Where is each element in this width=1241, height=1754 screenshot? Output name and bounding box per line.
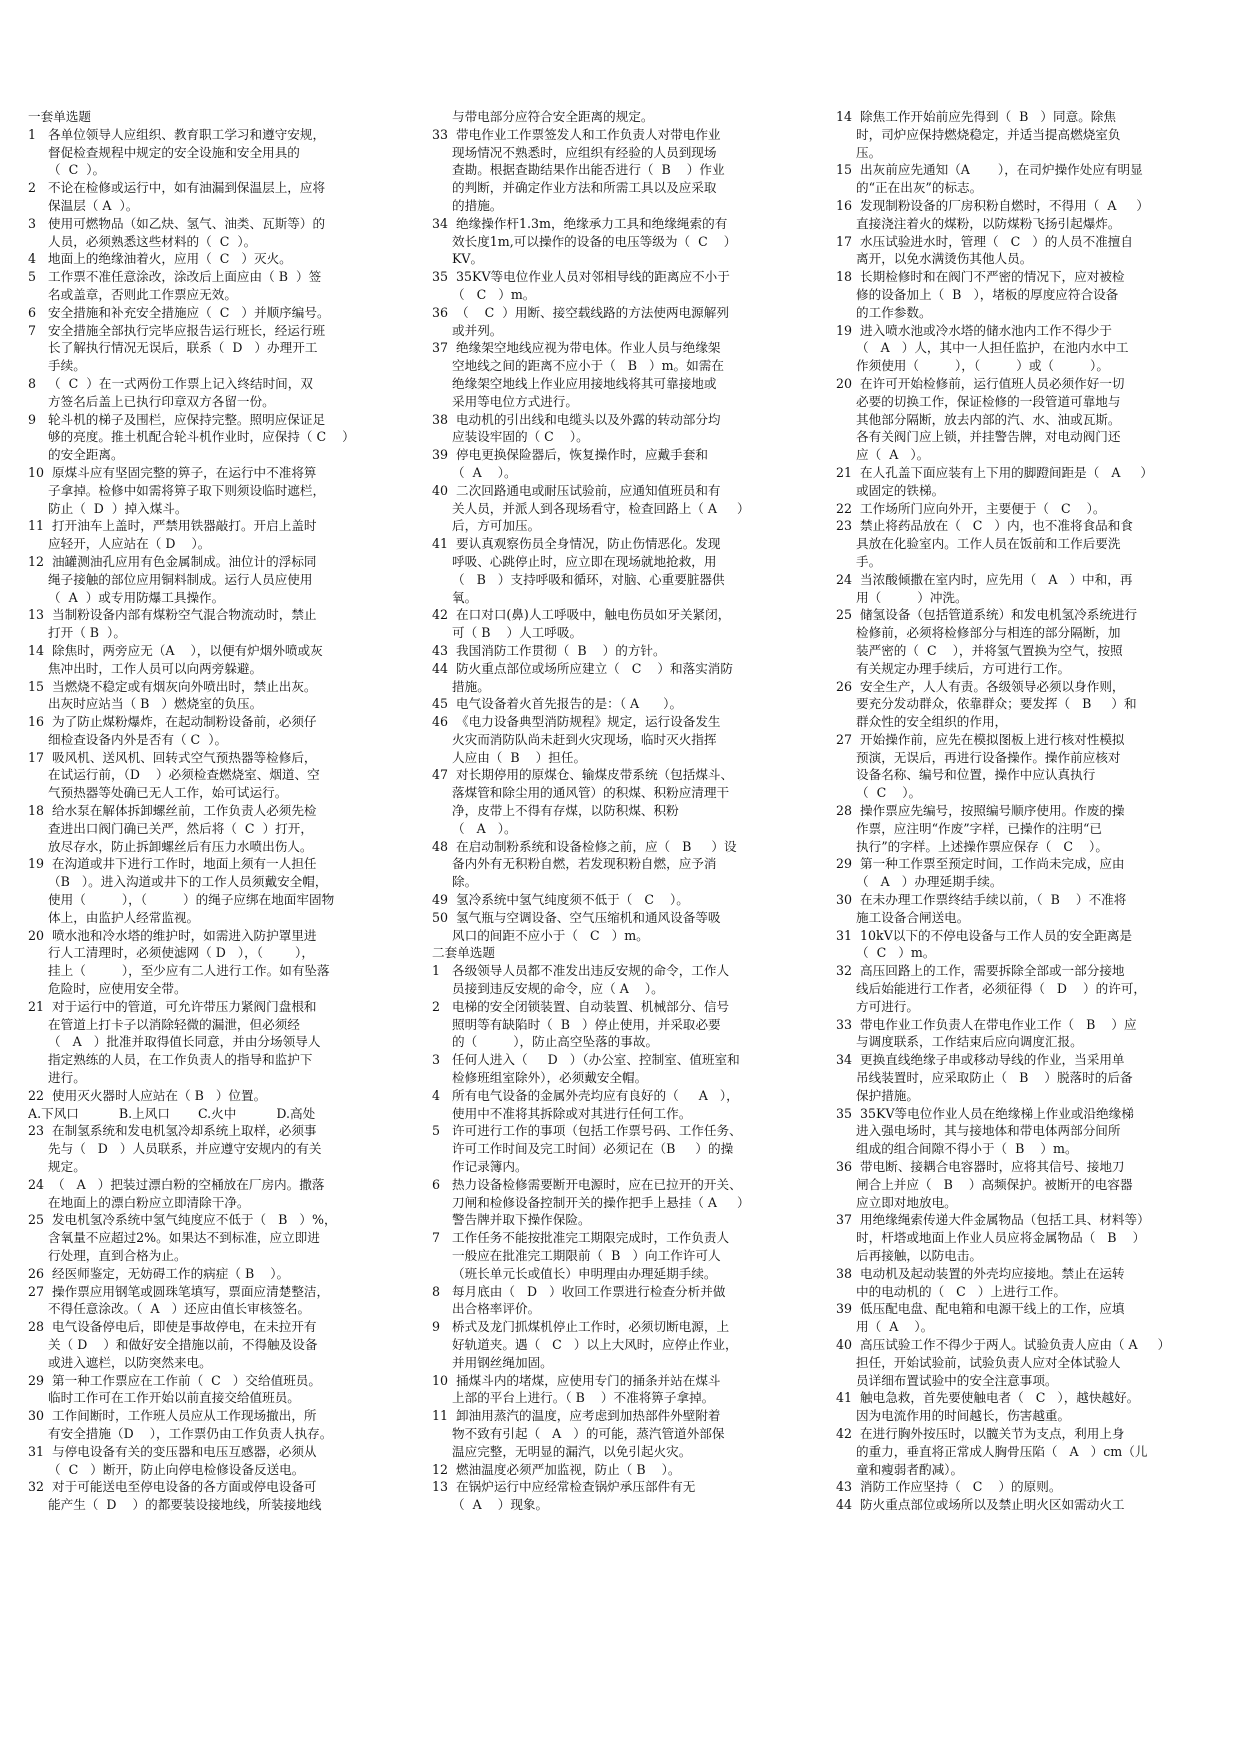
question-line: A.下风口 B.上风口 C.火中 D.高处 (28, 1105, 316, 1121)
question-line: 33 带电作业工作票签发人和工作负责人对带电作业 (432, 126, 721, 142)
question-line: 15 出灰前应先通知（A ），在司炉操作处应有明显 (836, 162, 1143, 178)
question-line: 危险时，应使用安全带。 (28, 981, 187, 997)
question-line: 时，杆塔或地面上作业人员应将金属物品（ B ） (836, 1230, 1146, 1246)
question-line: 因为电流作用的时间越长，伤害越重。 (836, 1408, 1071, 1424)
question-line: 在管道上打卡子以消除轻微的漏泄，但必须经 (28, 1016, 300, 1032)
question-line: 关人员，并派人到各现场看守，检查回路上（ A ） (432, 500, 750, 516)
question-line: 29 第一种工作票应在工作前（ C ）交给值班员。 (28, 1372, 321, 1388)
question-line: 童和瘦弱者酌减）。 (836, 1461, 964, 1477)
question-line: 担任，开始试验前，试验负责人应对全体试验人 (836, 1354, 1121, 1370)
question-line: 现场情况不熟悉时，应组织有经验的人员到现场 (432, 144, 717, 160)
question-line: 49 氢冷系统中氢气纯度须不低于（ C ）。 (432, 892, 689, 908)
question-line: 后，方可加压。 (432, 518, 541, 534)
question-line: 闸合上并应（ B ）高频保护。被断开的电容器 (836, 1176, 1133, 1192)
question-line: 临时工作可在工作开始以前直接交给值班员。 (28, 1390, 300, 1406)
question-line: 作票，应注明“作废”字样，已操作的注明“已 (836, 820, 1103, 836)
column-middle (432, 108, 824, 1514)
question-line: 离开，以免水满烫伤其他人员。 (836, 251, 1033, 267)
question-line: 17 水压试验进水时，管理（ C ）的人员不准擅自 (836, 233, 1133, 249)
question-line: 32 高压回路上的工作，需要拆除全部或一部分接地 (836, 963, 1125, 979)
question-line: 21 在人孔盖下面应装有上下用的脚蹬间距是（ A ） (836, 464, 1154, 480)
question-line: 11 打开油车上盖时，严禁用铁器敲打。开启上盖时 (28, 518, 317, 534)
question-line: 4 所有电气设备的金属外壳均应有良好的（ A ）， (432, 1087, 739, 1103)
section-heading: 一套单选题 (28, 109, 91, 124)
question-line: 使用（ ），（ ）的绳子应绑在地面牢固物 (28, 892, 335, 908)
question-line: 48 在启动制粉系统和设备检修之前，应（ B ）设 (432, 838, 737, 854)
question-line: 18 长期检修时和在阀门不严密的情况下，应对被检 (836, 269, 1125, 285)
question-line: 42 在口对口(鼻)人工呼吸中，触电伤员如牙关紧闭， (432, 607, 731, 623)
question-line: 21 对于运行中的管道，可允许带压力紧阀门盘根和 (28, 998, 317, 1014)
question-line: 要充分发动群众，依靠群众；要发挥（ B ）和 (836, 696, 1137, 712)
question-line: 净，皮带上不得有存煤，以防积煤、积粉 (432, 803, 679, 819)
question-line: 中的电动机的（ C ）上进行工作。 (836, 1283, 1066, 1299)
question-line: 28 操作票应先编号，按照编号顺序使用。作废的操 (836, 803, 1125, 819)
question-line: 压。 (836, 144, 882, 160)
question-line: 执行”的字样。上述操作票应保存（ C ）。 (836, 838, 1108, 854)
question-line: 33 带电作业工作负责人在带电作业工作（ B ）应 (836, 1016, 1137, 1032)
question-line: 34 绝缘操作杆1.3m，绝缘承力工具和绝缘绳索的有 (432, 215, 728, 231)
question-line: 9 轮斗机的梯子及围栏，应保持完整。照明应保证足 (28, 411, 326, 427)
question-line: 15 当燃烧不稳定或有烟灰向外喷出时，禁止出灰。 (28, 678, 317, 694)
question-line: 40 高压试验工作不得少于两人。试验负责人应由（ A ） (836, 1336, 1171, 1352)
question-line: 44 防火重点部位或场所以及禁止明火区如需动火工 (836, 1497, 1125, 1513)
question-line: （ A ）现象。 (432, 1497, 549, 1513)
question-line: 绝缘架空地线上作业应用接地线将其可靠接地或 (432, 375, 717, 391)
question-line: 备内外有无积粉自燃，若发现积粉自燃，应予消 (432, 856, 717, 872)
question-line: 员接到违反安规的命令，应（ A ）。 (432, 981, 664, 997)
question-line: 或固定的铁梯。 (836, 482, 945, 498)
question-line: 的（ ），防止高空坠落的事故。 (432, 1034, 659, 1050)
question-line: 指定熟练的人员，在工作负责人的指导和监护下 (28, 1052, 313, 1068)
question-line: 能产生（ D ）的都要装设接地线，所装接地线 (28, 1497, 322, 1513)
question-line: 14 除焦时，两旁应无（A ），以便有炉烟外喷或灰 (28, 642, 323, 658)
question-line: 24 当浓酸倾撒在室内时，应先用（ A ）中和，再 (836, 571, 1133, 587)
question-line: 进行。 (28, 1070, 86, 1086)
question-line: 出灰时应站当（ B ）燃烧室的负压。 (28, 696, 263, 712)
question-line: 预演，无误后，再进行设备操作。操作前应核对 (836, 749, 1121, 765)
question-line: 9 桥式及龙门抓煤机停止工作时，必须切断电源，上 (432, 1319, 730, 1335)
question-line: 施工设备合闸送电。 (836, 909, 970, 925)
question-line: 可（ B ）人工呼吸。 (432, 625, 583, 641)
question-line: 12 油罐测油孔应用有色金属制成。油位计的浮标同 (28, 553, 317, 569)
question-line: 13 当制粉设备内部有煤粉空气混合物流动时，禁止 (28, 607, 317, 623)
question-line: 23 禁止将药品放在（ C ）内，也不准将食品和食 (836, 518, 1133, 534)
question-line: 25 发电机氢冷系统中氢气纯度应不低于（ B ）%， (28, 1212, 337, 1228)
question-line: 效长度1m,可以操作的设备的电压等级为（ C ） (432, 233, 737, 249)
question-line: 保温层（ A ）。 (28, 197, 139, 213)
question-line: 查进出口阀门确已关严，然后将（ C ）打开， (28, 820, 313, 836)
section-heading: 二套单选题 (432, 945, 495, 961)
question-line: 29 第一种工作票至预定时间，工作尚未完成，应由 (836, 856, 1125, 872)
question-line: 温应完整，无明显的漏汽，以免引起火灾。 (432, 1443, 692, 1459)
question-line: 督促检查规程中规定的安全设施和安全用具的 (28, 144, 300, 160)
question-line: 有关规定办理手续后，方可进行工作。 (836, 660, 1071, 676)
question-line: 11 卸油用蒸汽的温度，应考虑到加热部件外壁附着 (432, 1408, 721, 1424)
question-line: 子拿掉。检修中如需将箅子取下则须设临时遮栏， (28, 482, 326, 498)
question-line: 17 吸风机、送风机、回转式空气预热器等检修后， (28, 749, 317, 765)
question-line: 时，司炉应保持燃烧稳定，并适当提高燃烧室负 (836, 126, 1121, 142)
question-line: 27 开始操作前，应先在模拟图板上进行核对性模拟 (836, 731, 1125, 747)
question-line: 挂上（ ），至少应有二人进行工作。如有坠落 (28, 963, 330, 979)
question-line: （班长单元长或值长）申明理由办理延期手续。 (432, 1265, 717, 1281)
question-line: 体上，由监护人经常监视。 (28, 909, 200, 925)
question-line: 方可进行。 (836, 998, 919, 1014)
question-line: 47 对长期停用的原煤仓、输煤皮带系统（包括煤斗、 (432, 767, 734, 783)
question-line: 装严密的（ C ），并将氢气置换为空气，按照 (836, 642, 1123, 658)
question-line: 线后始能进行工作者，必须征得（ D ）的许可， (836, 981, 1147, 997)
question-line: 34 更换直线绝缘子串或移动导线的作业，当采用单 (836, 1052, 1125, 1068)
question-line: 1 各级领导人员都不准发出违反安规的命令，工作人 (432, 963, 730, 979)
question-line: 40 二次回路通电或耐压试验前，应通知值班员和有 (432, 482, 721, 498)
question-line: 14 除焦工作开始前应先得到（ B ）同意。除焦 (836, 109, 1116, 124)
question-line: 检修前，必须将检修部分与相连的部分隔断，加 (836, 625, 1121, 641)
question-line: 31 与停电设备有关的变压器和电压互感器，必须从 (28, 1443, 317, 1459)
question-line: 各有关阀门应上锁，并挂警告牌，对电动阀门还 (836, 429, 1121, 445)
question-line: 与调度联系，工作结束后应向调度汇报。 (836, 1034, 1083, 1050)
question-line: 44 防火重点部位或场所应建立（ C ）和落实消防 (432, 660, 733, 676)
question-line: 细检查设备内外是否有（ C ）。 (28, 731, 228, 747)
question-line: 46 《电力设备典型消防规程》规定，运行设备发生 (432, 714, 721, 730)
question-line: 出合格率评价。 (432, 1301, 541, 1317)
question-line: （ A ）。 (432, 820, 517, 836)
question-line: （ A ）办理延期手续。 (836, 874, 1003, 890)
question-line: 的重力，垂直将正常成人胸骨压陷（ A ）cm（儿 (836, 1443, 1148, 1459)
question-line: 43 我国消防工作贯彻（ B ）的方针。 (432, 642, 666, 658)
question-line: 4 地面上的绝缘油着火，应用（ C ）灭火。 (28, 251, 292, 267)
question-line: 6 安全措施和补充安全措施应（ C ）并顺序编号。 (28, 304, 330, 320)
question-line: 38 电动机及起动装置的外壳均应接地。禁止在运转 (836, 1265, 1125, 1281)
question-line: 其他部分隔断，放去内部的汽、水、油或瓦斯。 (836, 411, 1121, 427)
question-line: 气预热器等处确已无人工作，始可试运行。 (28, 785, 288, 801)
question-line: 与带电部分应符合安全距离的规定。 (432, 109, 654, 124)
question-line: 在地面上的漂白粉应立即清除干净。 (28, 1194, 250, 1210)
question-line: 的“正在出灰”的标志。 (836, 180, 983, 196)
question-line: 除。 (432, 874, 478, 890)
question-line: 用（ A ）。 (836, 1319, 934, 1335)
question-line: 规定。 (28, 1159, 86, 1175)
question-line: 37 绝缘架空地线应视为带电体。作业人员与绝缘架 (432, 340, 721, 356)
question-line: 39 低压配电盘、配电箱和电源干线上的工作，应填 (836, 1301, 1125, 1317)
column-left (28, 108, 420, 1514)
question-line: 一般应在批准完工期限前（ B ）向工作许可人 (432, 1248, 721, 1263)
question-line: （ C ）。 (836, 785, 922, 801)
question-line: （B ）。进入沟道或井下的工作人员须戴安全帽， (28, 874, 328, 890)
question-line: 好轨道夹。遇（ C ）以上大风时，应停止作业， (432, 1336, 738, 1352)
question-line: 含氧量不应超过2%。如果达不到标准，应立即进 (28, 1230, 320, 1246)
question-line: 6 热力设备检修需要断开电源时，应在已拉开的开关、 (432, 1176, 742, 1192)
question-line: 38 电动机的引出线和电缆头以及外露的转动部分均 (432, 411, 721, 427)
question-line: 28 电气设备停电后，即使是事故停电，在未拉开有 (28, 1319, 317, 1335)
question-line: 行处理，直到合格为止。 (28, 1248, 187, 1263)
question-line: 方签名后盖上已执行印章双方各留一份。 (28, 393, 275, 409)
question-line: 用（ ）冲洗。 (836, 589, 968, 605)
question-line: 并用钢丝绳加固。 (432, 1354, 553, 1370)
question-line: 呼吸、心跳停止时，应立即在现场就地抢救，用 (432, 553, 717, 569)
question-line: 修的设备加上（ B ），堵板的厚度应符合设备 (836, 286, 1119, 302)
question-line: 35 35KV等电位作业人员在绝缘梯上作业或沿绝缘梯 (836, 1105, 1134, 1121)
question-line: 的措施。 (432, 197, 503, 213)
question-line: 的判断，并确定作业方法和所需工具以及应采取 (432, 180, 717, 196)
question-line: 8 每月底由（ D ）收回工作票进行检查分析并做 (432, 1283, 726, 1299)
question-line: 36 带电断、接耦合电容器时，应将其信号、接地刀 (836, 1159, 1125, 1175)
question-line: 刀闸和检修设备控制开关的操作把手上悬挂（ A ） (432, 1194, 750, 1210)
question-line: 绳子接触的部位应用铜料制成。运行人员应使用 (28, 571, 313, 587)
question-line: 或进入遮栏，以防突然来电。 (28, 1354, 212, 1370)
question-line: 41 触电急救，首先要使触电者（ C ），越快越好。 (836, 1390, 1140, 1406)
question-line: 够的亮度。推土机配合轮斗机作业时，应保持（ C ） (28, 429, 355, 445)
question-line: 具放在化验室内。工作人员在饭前和工作后要洗 (836, 536, 1121, 552)
question-line: 16 发现制粉设备的厂房积粉自燃时，不得用（ A ） (836, 197, 1150, 213)
question-line: （ A ）或专用防爆工具操作。 (28, 589, 225, 605)
question-line: 26 经医师鉴定，无妨碍工作的病症（ B ）。 (28, 1265, 290, 1281)
question-line: 应轻开，人应站在（ D ）。 (28, 536, 211, 552)
question-line: 18 给水泵在解体拆卸螺丝前，工作负责人必须先检 (28, 803, 317, 819)
question-line: KV。 (432, 251, 484, 267)
question-line: 22 工作场所门应向外开，主要便于（ C ）。 (836, 500, 1106, 516)
question-line: 23 在制氢系统和发电机氢冷却系统上取样，必须事 (28, 1123, 317, 1139)
question-line: 采用等电位方式进行。 (432, 393, 578, 409)
question-line: 先与（ D ）人员联系，并应遵守安规内的有关 (28, 1141, 322, 1157)
question-line: 放尽存水，防止拆卸螺丝后有压力水喷出伤人。 (28, 838, 313, 854)
question-line: 37 用绝缘绳索传递大件金属物品（包括工具、材料等） (836, 1212, 1150, 1228)
question-line: 或并列。 (432, 322, 503, 338)
question-line: 组成的组合间隙不得小于（ B ）m。 (836, 1141, 1078, 1157)
question-line: 应（ A ）。 (836, 447, 930, 463)
question-line: （ A ）批准并取得值长同意，并由分场领导人 (28, 1034, 321, 1050)
question-line: 警告牌并取下操作保险。 (432, 1212, 591, 1228)
question-line: 名或盖章，否则此工作票应无效。 (28, 286, 237, 302)
question-line: 22 使用灭火器时人应站在（ B ）位置。 (28, 1087, 267, 1103)
question-line: 的工作参数。 (836, 304, 932, 320)
question-line: 10 捅煤斗内的堵煤，应使用专门的捅条并站在煤斗 (432, 1372, 721, 1388)
question-line: 员详细布置试验中的安全注意事项。 (836, 1372, 1058, 1388)
question-line: 7 安全措施全部执行完毕应报告运行班长，经运行班 (28, 322, 326, 338)
question-line: 行人工清理时，必须使滤网（ D ），（ ）， (28, 945, 314, 961)
question-line: 43 消防工作应坚持（ C ）的原则。 (836, 1479, 1062, 1495)
question-line: （ C ）。 (28, 162, 106, 178)
question-line: 设备名称、编号和位置，操作中应认真执行 (836, 767, 1096, 783)
question-line: 20 喷水池和冷水塔的维护时，如需进入防护罩里进 (28, 927, 317, 943)
question-line: 进入强电场时，其与接地体和带电体两部分间所 (836, 1123, 1121, 1139)
question-line: 应立即对地放电。 (836, 1194, 957, 1210)
question-line: 氧。 (432, 589, 478, 605)
question-line: 30 在未办理工作票终结手续以前，（ B ）不准将 (836, 892, 1127, 908)
question-line: 10 原煤斗应有坚固完整的箅子，在运行中不准将箅 (28, 464, 317, 480)
question-line: 照明等有缺陷时（ B ）停止使用，并采取必要 (432, 1016, 721, 1032)
question-line: 物不致有引起（ A ）的可能，蒸汽管道外部保 (432, 1425, 725, 1441)
question-line: 5 许可进行工作的事项（包括工作票号码、工作任务、 (432, 1123, 742, 1139)
question-line: 许可工作时间及完工时间）必须记在（B ）的操 (432, 1141, 734, 1157)
question-line: 19 在沟道或井下进行工作时，地面上须有一人担任 (28, 856, 317, 872)
question-line: 必要的切换工作，保证检修的一段管道可靠地与 (836, 393, 1121, 409)
question-line: 长了解执行情况无误后，联系（ D ）办理开工 (28, 340, 318, 356)
question-line: 42 在进行胸外按压时，以髋关节为支点，利用上身 (836, 1425, 1125, 1441)
question-line: 25 储氢设备（包括管道系统）和发电机氢冷系统进行 (836, 607, 1138, 623)
question-line: 13 在锅炉运行中应经常检查锅炉承压部件有无 (432, 1479, 696, 1495)
question-line: 5 工作票不准任意涂改，涂改后上面应由（ B ）签 (28, 269, 322, 285)
question-line: 有安全措施（D ），工作票仍由工作负责人执存。 (28, 1425, 333, 1441)
question-line: 手续。 (28, 358, 86, 374)
column-right (836, 108, 1228, 1514)
question-line: 3 使用可燃物品（如乙炔、氢气、油类、瓦斯等）的 (28, 215, 326, 231)
question-line: 16 为了防止煤粉爆炸，在起动制粉设备前，必须仔 (28, 714, 317, 730)
question-line: 空地线之间的距离不应小于（ B ）m。如需在 (432, 358, 724, 374)
question-line: 24 （ A ）把装过漂白粉的空桶放在厂房内。撒落 (28, 1176, 325, 1192)
question-line: 火灾而消防队尚未赶到火灾现场，临时灭火指挥 (432, 731, 717, 747)
question-line: 直接浇注着火的煤粉，以防煤粉飞扬引起爆炸。 (836, 215, 1121, 231)
question-line: 关（ D ）和做好安全措施以前，不得触及设备 (28, 1336, 318, 1352)
question-line: 31 10kV以下的不停电设备与工作人员的安全距离是 (836, 927, 1133, 943)
question-line: 35 35KV等电位作业人员对邻相导线的距离应不小于 (432, 269, 730, 285)
question-line: 落煤管和除尘用的通风管）的积煤、积粉应清理干 (432, 785, 730, 801)
question-line: 12 燃油温度必须严加监视，防止（ B ）。 (432, 1461, 681, 1477)
question-line: 检修班组室除外），必须戴安全帽。 (432, 1070, 648, 1086)
question-line: 作记录簿内。 (432, 1159, 528, 1175)
question-line: （ B ）支持呼吸和循环，对脑、心重要脏器供 (432, 571, 725, 587)
question-line: 2 不论在检修或运行中，如有油漏到保温层上，应将 (28, 180, 326, 196)
question-line: 上部的平台上进行。（ B ）不准将箅子拿掉。 (432, 1390, 715, 1406)
question-line: 3 任何人进入（ D ）（办公室、控制室、值班室和 (432, 1052, 740, 1068)
question-line: 32 对于可能送电至停电设备的各方面或停电设备可 (28, 1479, 317, 1495)
question-line: 使用中不准将其拆除或对其进行任何工作。 (432, 1105, 692, 1121)
question-line: 应装设牢固的（ C ）。 (432, 429, 589, 445)
question-line: 26 安全生产，人人有责。各级领导必须以身作则， (836, 678, 1125, 694)
question-line: 的安全距离。 (28, 447, 124, 463)
question-line: 36 （ C ）用断、接空载线路的方法使两电源解列 (432, 304, 729, 320)
question-line: 人员，必须熟悉这些材料的（ C ）。 (28, 233, 257, 249)
question-line: 8 （ C ）在一式两份工作票上记入终结时间，双 (28, 375, 313, 391)
question-line: （ C ）断开，防止向停电检修设备反送电。 (28, 1461, 305, 1477)
question-line: 7 工作任务不能按批准完工期限完成时，工作负责人 (432, 1230, 730, 1246)
question-line: 1 各单位领导人应组织、教育职工学习和遵守安规， (28, 126, 326, 142)
question-line: （ C ）m。 (836, 945, 936, 961)
question-line: （ A ）。 (432, 464, 517, 480)
question-line: 50 氢气瓶与空调设备、空气压缩机和通风设备等吸 (432, 909, 721, 925)
question-line: 39 停电更换保险器后，恢复操作时，应戴手套和 (432, 447, 708, 463)
question-line: 45 电气设备着火首先报告的是：（ A ）。 (432, 696, 683, 712)
question-line: 不得任意涂改。（ A ）还应由值长审核签名。 (28, 1301, 311, 1317)
question-line: 吊线装置时，应采取防止（ B ）脱落时的后备 (836, 1070, 1133, 1086)
question-line: （ A ）人，其中一人担任监护，在池内水中工 (836, 340, 1129, 356)
question-line: 防止（ D ）掉入煤斗。 (28, 500, 188, 516)
question-line: 在试运行前，（D ）必须检查燃烧室、烟道、空 (28, 767, 320, 783)
question-line: 后再接触，以防电击。 (836, 1248, 982, 1263)
question-line: 打开（ B ）。 (28, 625, 126, 641)
question-line: 20 在许可开始检修前，运行值班人员必须作好一切 (836, 375, 1125, 391)
question-line: 30 工作间断时，工作班人员应从工作现场撤出，所 (28, 1408, 317, 1424)
question-line: 措施。 (432, 678, 490, 694)
question-line: 手。 (836, 553, 882, 569)
question-line: 查勘。根据查勘结果作出能否进行（ B ）作业 (432, 162, 725, 178)
question-line: （ C ）m。 (432, 286, 536, 302)
question-line: 27 操作票应用钢笔或圆珠笔填写，票面应清楚整洁， (28, 1283, 330, 1299)
question-line: 2 电梯的安全闭锁装置、自动装置、机械部分、信号 (432, 998, 730, 1014)
question-line: 风口的间距不应小于（ C ）m。 (432, 927, 649, 943)
question-line: 作须使用（ ），（ ）或（ ）。 (836, 358, 1109, 374)
question-line: 保护措施。 (836, 1087, 919, 1103)
question-line: 焦冲出时，工作人员可以向两旁躲避。 (28, 660, 263, 676)
question-line: 群众性的安全组织的作用， (836, 714, 1008, 730)
question-line: 19 进入喷水池或冷水塔的储水池内工作不得少于 (836, 322, 1112, 338)
question-line: 人应由（ B ）担任。 (432, 749, 587, 765)
question-line: 41 要认真观察伤员全身情况，防止伤情恶化。发现 (432, 536, 721, 552)
